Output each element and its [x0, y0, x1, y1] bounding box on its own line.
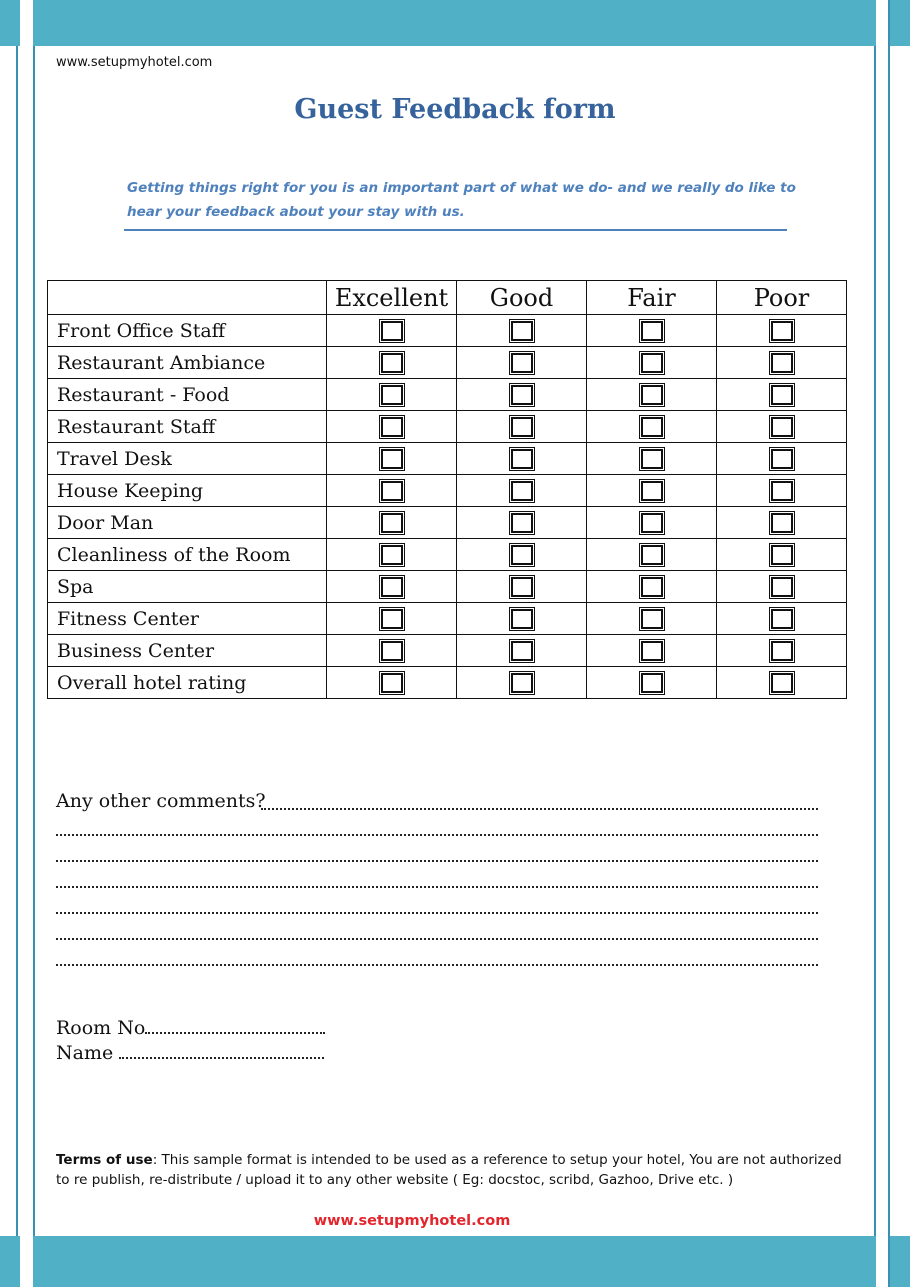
left-bottom-band	[0, 1236, 20, 1287]
checkbox-poor[interactable]	[771, 673, 793, 693]
form-title: Guest Feedback form	[294, 94, 616, 125]
rating-cell-excellent	[327, 507, 457, 539]
rating-cell-poor	[717, 603, 847, 635]
rating-row	[48, 475, 847, 507]
checkbox-poor[interactable]	[771, 417, 793, 437]
rating-cell-poor	[717, 507, 847, 539]
rating-cell-fair	[587, 667, 717, 699]
checkbox-excellent[interactable]	[381, 641, 403, 661]
rating-cell-fair	[587, 379, 717, 411]
dotted-rule	[261, 808, 818, 810]
rating-cell-excellent	[327, 603, 457, 635]
rating-row	[48, 411, 847, 443]
checkbox-good[interactable]	[511, 609, 533, 629]
rating-row	[48, 347, 847, 379]
rating-cell-fair	[587, 603, 717, 635]
header-fair: Fair	[587, 281, 717, 315]
rating-cell-good	[457, 347, 587, 379]
comment-line[interactable]	[56, 946, 826, 972]
name-field[interactable]	[56, 1041, 325, 1066]
rating-row-label: Fitness Center	[48, 603, 327, 635]
rating-cell-good	[457, 443, 587, 475]
checkbox-poor[interactable]	[771, 321, 793, 341]
rating-cell-good	[457, 667, 587, 699]
header-band	[33, 0, 876, 46]
left-top-band	[0, 0, 20, 46]
rating-cell-poor	[717, 379, 847, 411]
site-url-footer[interactable]: www.setupmyhotel.com	[313, 1213, 511, 1229]
rating-cell-poor	[717, 411, 847, 443]
rating-cell-excellent	[327, 411, 457, 443]
rating-cell-poor	[717, 443, 847, 475]
rating-cell-excellent	[327, 379, 457, 411]
header-poor: Poor	[717, 281, 847, 315]
comment-line[interactable]	[56, 868, 826, 894]
rating-row	[48, 571, 847, 603]
rating-cell-excellent	[327, 443, 457, 475]
rating-cell-good	[457, 411, 587, 443]
rating-row-label: House Keeping	[48, 475, 327, 507]
dotted-rule	[56, 834, 818, 836]
right-page-edge	[888, 0, 910, 1287]
checkbox-good[interactable]	[511, 481, 533, 501]
dotted-rule	[56, 912, 818, 914]
checkbox-poor[interactable]	[771, 481, 793, 501]
checkbox-good[interactable]	[511, 385, 533, 405]
checkbox-fair[interactable]	[641, 577, 663, 597]
rating-cell-good	[457, 475, 587, 507]
checkbox-excellent[interactable]	[381, 513, 403, 533]
header-empty-cell	[48, 281, 327, 315]
room-no-field[interactable]	[56, 1016, 325, 1041]
rating-cell-good	[457, 379, 587, 411]
checkbox-excellent[interactable]	[381, 449, 403, 469]
checkbox-fair[interactable]	[641, 641, 663, 661]
rating-cell-poor	[717, 475, 847, 507]
checkbox-poor[interactable]	[771, 353, 793, 373]
rating-cell-excellent	[327, 635, 457, 667]
terms-label: Terms of use	[56, 1152, 153, 1168]
rating-row	[48, 667, 847, 699]
left-page-edge	[0, 0, 18, 1287]
room-no-label: Room No	[56, 1017, 146, 1039]
dotted-rule	[56, 886, 818, 888]
rating-row-label: Restaurant Staff	[48, 411, 327, 443]
checkbox-excellent[interactable]	[381, 673, 403, 693]
rating-row-label: Restaurant Ambiance	[48, 347, 327, 379]
rating-row	[48, 443, 847, 475]
rating-table	[47, 280, 847, 699]
terms-of-use	[56, 1150, 856, 1190]
checkbox-good[interactable]	[511, 353, 533, 373]
checkbox-good[interactable]	[511, 417, 533, 437]
comment-line[interactable]	[56, 816, 826, 842]
checkbox-poor[interactable]	[771, 641, 793, 661]
terms-text: : This sample format is intended to be used as a reference to setup your hotel, You are not authorized to re publish, re-distribute / upload it to any other website ( Eg: docstoc, scribd, Gazhoo, Drive etc. )	[56, 1152, 842, 1188]
rating-cell-fair	[587, 571, 717, 603]
rating-cell-good	[457, 571, 587, 603]
checkbox-excellent[interactable]	[381, 385, 403, 405]
comment-line[interactable]	[56, 894, 826, 920]
comment-line[interactable]	[56, 842, 826, 868]
checkbox-fair[interactable]	[641, 385, 663, 405]
rating-cell-good	[457, 635, 587, 667]
rating-cell-fair	[587, 539, 717, 571]
rating-cell-fair	[587, 507, 717, 539]
checkbox-excellent[interactable]	[381, 353, 403, 373]
checkbox-excellent[interactable]	[381, 609, 403, 629]
site-url-header: www.setupmyhotel.com	[56, 55, 213, 70]
rating-row	[48, 635, 847, 667]
header-good: Good	[457, 281, 587, 315]
footer-band	[33, 1236, 876, 1287]
checkbox-good[interactable]	[511, 641, 533, 661]
rating-cell-excellent	[327, 539, 457, 571]
intro-underline	[124, 229, 787, 231]
rating-cell-poor	[717, 571, 847, 603]
rating-cell-fair	[587, 411, 717, 443]
rating-cell-good	[457, 539, 587, 571]
checkbox-poor[interactable]	[771, 513, 793, 533]
rating-cell-excellent	[327, 347, 457, 379]
rating-cell-good	[457, 603, 587, 635]
checkbox-fair[interactable]	[641, 417, 663, 437]
checkbox-poor[interactable]	[771, 609, 793, 629]
intro-text: Getting things right for you is an important part of what we do- and we really do like to hear your feedback about your stay with us.	[127, 180, 796, 220]
rating-header-row	[48, 281, 847, 315]
rating-row-label: Overall hotel rating	[48, 667, 327, 699]
rating-cell-excellent	[327, 315, 457, 347]
rating-row-label: Door Man	[48, 507, 327, 539]
checkbox-fair[interactable]	[641, 673, 663, 693]
rating-row	[48, 603, 847, 635]
checkbox-good[interactable]	[511, 321, 533, 341]
rating-cell-fair	[587, 347, 717, 379]
rating-cell-fair	[587, 635, 717, 667]
rating-row-label: Front Office Staff	[48, 315, 327, 347]
rating-cell-poor	[717, 635, 847, 667]
checkbox-excellent[interactable]	[381, 577, 403, 597]
checkbox-excellent[interactable]	[381, 481, 403, 501]
dotted-rule	[56, 938, 818, 940]
checkbox-good[interactable]	[511, 513, 533, 533]
checkbox-poor[interactable]	[771, 385, 793, 405]
checkbox-fair[interactable]	[641, 353, 663, 373]
rating-cell-poor	[717, 667, 847, 699]
dotted-rule	[56, 860, 818, 862]
checkbox-fair[interactable]	[641, 321, 663, 341]
guest-details	[56, 1016, 325, 1066]
checkbox-good[interactable]	[511, 673, 533, 693]
checkbox-fair[interactable]	[641, 545, 663, 565]
checkbox-fair[interactable]	[641, 449, 663, 469]
checkbox-good[interactable]	[511, 545, 533, 565]
rating-row	[48, 539, 847, 571]
rating-cell-fair	[587, 475, 717, 507]
checkbox-poor[interactable]	[771, 545, 793, 565]
checkbox-excellent[interactable]	[381, 545, 403, 565]
rating-row-label: Spa	[48, 571, 327, 603]
rating-row-label: Travel Desk	[48, 443, 327, 475]
rating-row-label: Business Center	[48, 635, 327, 667]
rating-row-label: Cleanliness of the Room	[48, 539, 327, 571]
rating-row-label: Restaurant - Food	[48, 379, 327, 411]
rating-cell-poor	[717, 315, 847, 347]
name-dotted-rule	[119, 1055, 324, 1059]
rating-row	[48, 379, 847, 411]
checkbox-poor[interactable]	[771, 449, 793, 469]
comments-label: Any other comments?	[56, 790, 266, 812]
checkbox-fair[interactable]	[641, 513, 663, 533]
rating-cell-poor	[717, 539, 847, 571]
rating-cell-fair	[587, 315, 717, 347]
rating-cell-excellent	[327, 475, 457, 507]
rating-cell-good	[457, 507, 587, 539]
right-bottom-band	[890, 1236, 910, 1287]
room-no-dotted-rule	[145, 1030, 325, 1034]
rating-row	[48, 315, 847, 347]
checkbox-fair[interactable]	[641, 609, 663, 629]
rating-cell-excellent	[327, 667, 457, 699]
checkbox-good[interactable]	[511, 449, 533, 469]
checkbox-excellent[interactable]	[381, 417, 403, 437]
comment-line[interactable]	[56, 790, 826, 816]
rating-cell-poor	[717, 347, 847, 379]
dotted-rule	[56, 964, 818, 966]
right-top-band	[890, 0, 910, 46]
rating-row	[48, 507, 847, 539]
rating-cell-excellent	[327, 571, 457, 603]
rating-cell-good	[457, 315, 587, 347]
name-label: Name	[56, 1042, 114, 1064]
comments-section	[56, 790, 826, 972]
header-excellent: Excellent	[327, 281, 457, 315]
checkbox-fair[interactable]	[641, 481, 663, 501]
checkbox-good[interactable]	[511, 577, 533, 597]
checkbox-poor[interactable]	[771, 577, 793, 597]
comment-line[interactable]	[56, 920, 826, 946]
checkbox-excellent[interactable]	[381, 321, 403, 341]
rating-cell-fair	[587, 443, 717, 475]
